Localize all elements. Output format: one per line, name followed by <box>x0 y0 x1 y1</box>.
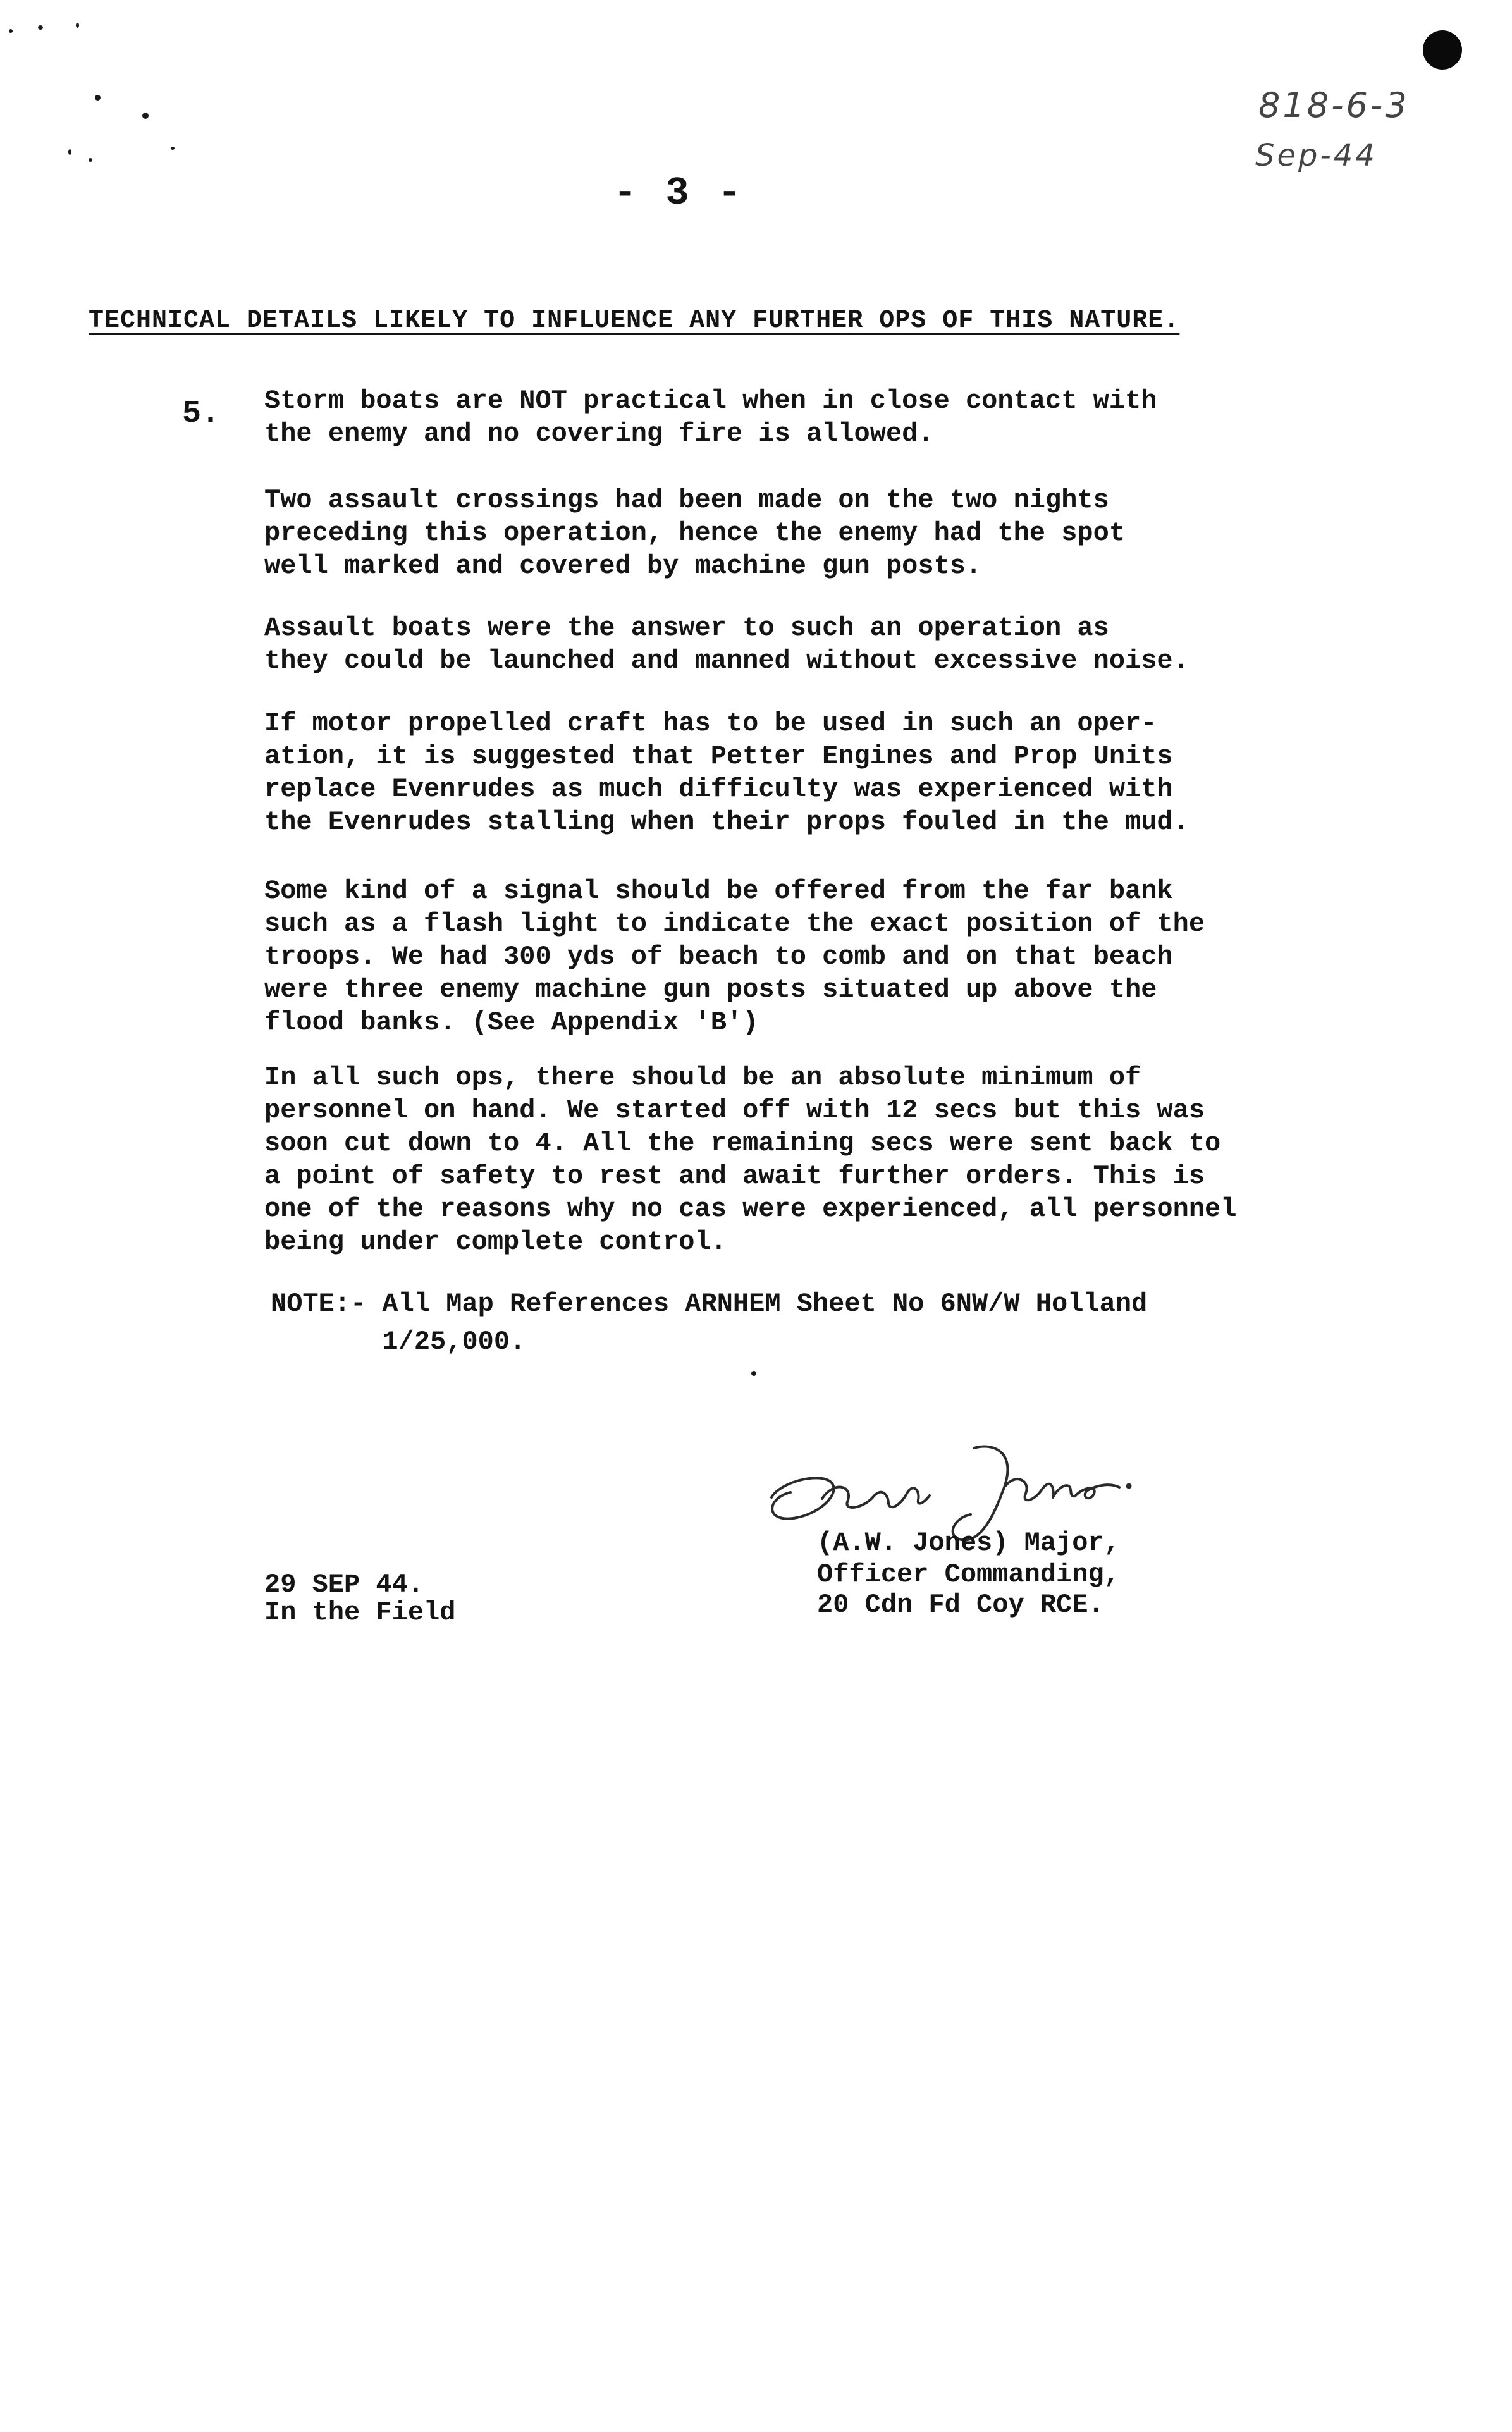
punch-hole-mark <box>1423 30 1462 70</box>
signatory-name: (A.W. Jones) Major, <box>817 1528 1120 1558</box>
scan-speck <box>171 147 175 150</box>
handwritten-reference-date: Sep-44 <box>1255 138 1377 173</box>
scan-speck <box>76 23 79 28</box>
paragraph-assault-crossings: Two assault crossings had been made on the two nights preceding this operation, hence the enemy had the spot well marked and covered by machine gun posts. <box>264 485 1126 581</box>
paragraph-signal: Some kind of a signal should be offered from the far bank such as a flash light to indicate the exact position of the troops. We had 300 yds of beach to comb and on that beach were three enemy machine gun posts situated up above the flood banks. (See Appendix 'B') <box>264 876 1205 1038</box>
map-reference-note: NOTE:- All Map References ARNHEM Sheet No 6NW/W Holland 1/25,000. <box>271 1289 1148 1357</box>
paragraph-storm-boats: Storm boats are NOT practical when in close contact with the enemy and no covering fire is allowed. <box>264 386 1157 449</box>
date-line: 29 SEP 44. <box>264 1569 424 1600</box>
location-line: In the Field <box>264 1597 456 1628</box>
page-number: - 3 - <box>613 171 744 216</box>
paragraph-assault-boats: Assault boats were the answer to such an operation as they could be launched and manned without excessive noise. <box>264 613 1189 676</box>
scan-speck <box>9 29 13 33</box>
scan-speck <box>38 25 43 30</box>
section-heading: TECHNICAL DETAILS LIKELY TO INFLUENCE ANY FURTHER OPS OF THIS NATURE. <box>89 307 1180 335</box>
signatory-title: Officer Commanding, <box>817 1559 1120 1590</box>
scan-speck <box>89 158 92 162</box>
handwritten-reference-number: 818-6-3 <box>1258 85 1410 125</box>
scan-speck <box>751 1371 756 1376</box>
scan-speck <box>95 95 101 101</box>
paragraph-personnel: In all such ops, there should be an absolute minimum of personnel on hand. We started off with 12 secs but this was soon cut down to 4. All the remaining secs were sent back to a point of safety to rest and await further orders. This is one of the reasons why no cas were experienced, all personnel being under complete control. <box>264 1062 1237 1257</box>
scan-speck <box>68 149 71 155</box>
paragraph-motor-craft: If motor propelled craft has to be used in such an oper- ation, it is suggested that Petter Engines and Prop Units replace Evenrudes as much difficulty was experienced with the Evenrudes stalling when their props fouled in the mud. <box>264 708 1189 837</box>
scan-speck <box>142 113 149 119</box>
item-number: 5. <box>182 396 221 432</box>
signatory-unit: 20 Cdn Fd Coy RCE. <box>817 1590 1104 1620</box>
